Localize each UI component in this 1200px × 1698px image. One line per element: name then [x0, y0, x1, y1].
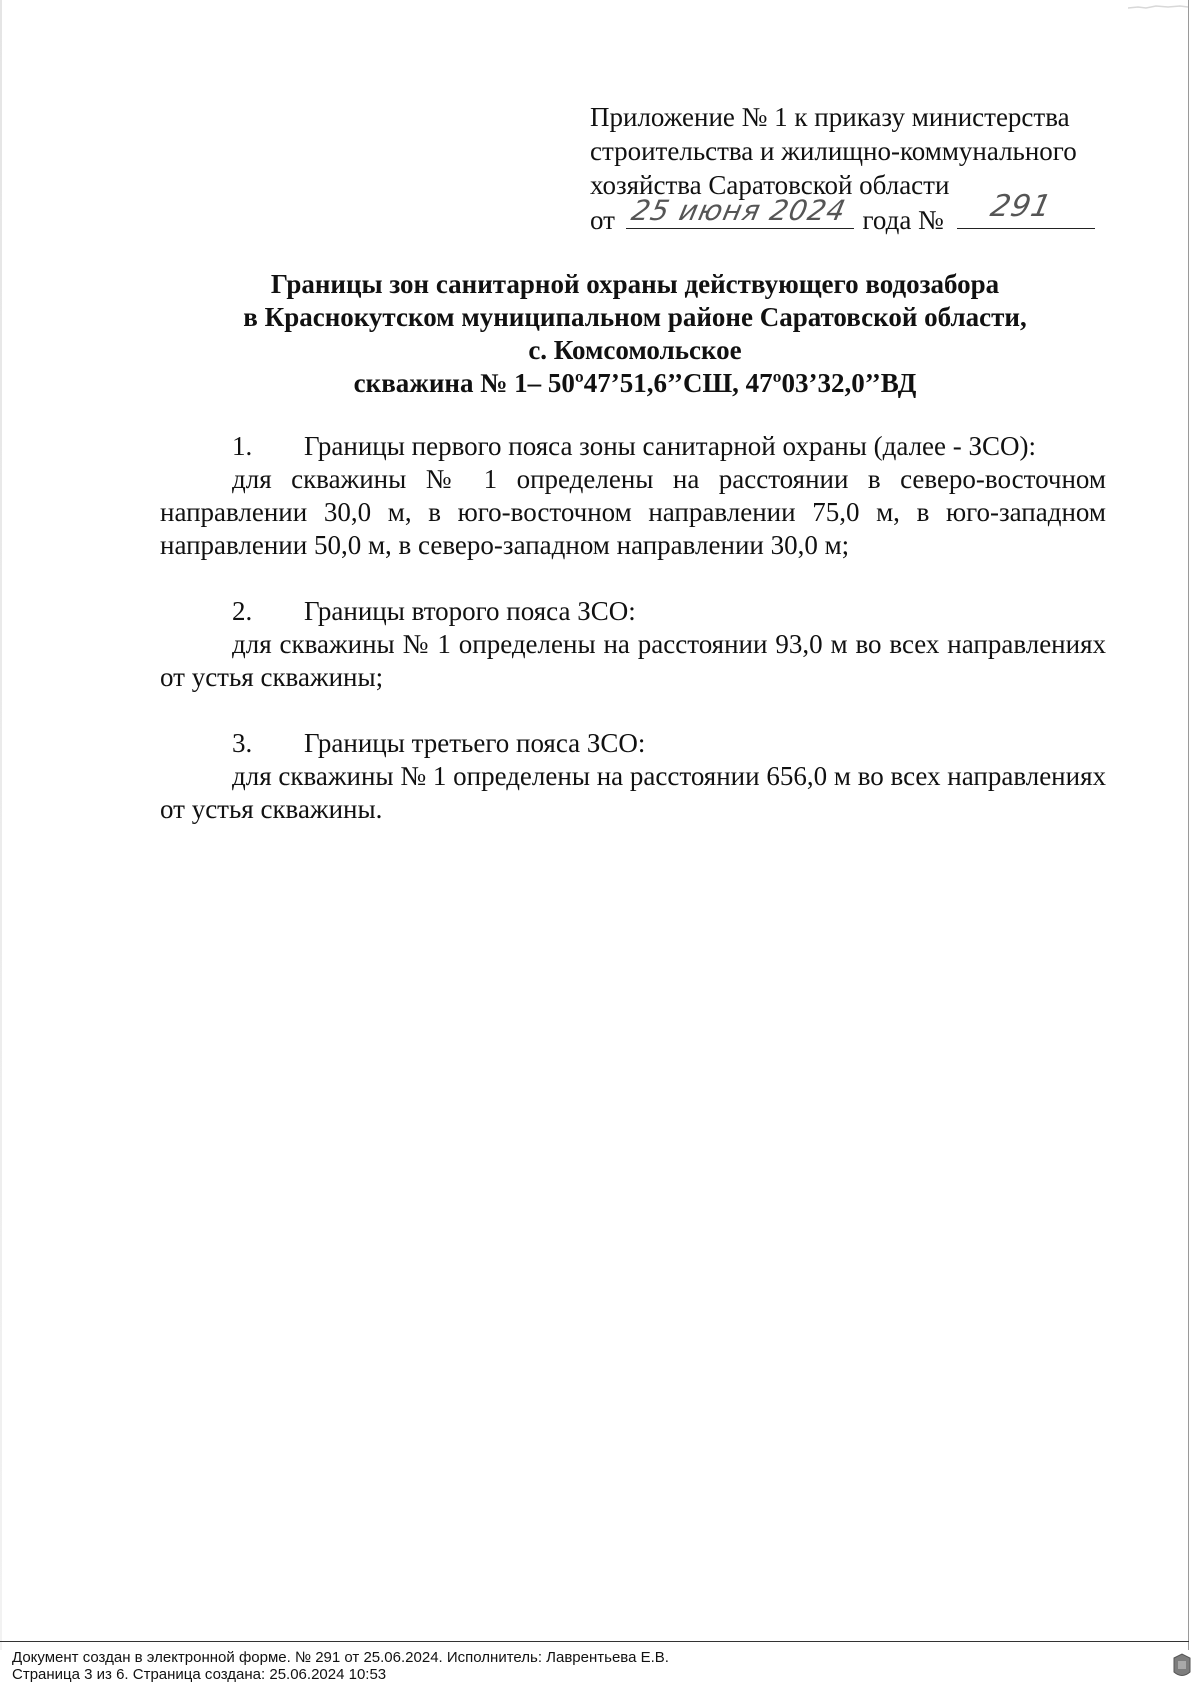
title-line-2: в Краснокутском муниципальном районе Саратовской области,	[243, 302, 1027, 332]
title-line-4: скважина № 1– 50º47’51,6’’СШ, 47º03’32,0’’ВД	[353, 368, 917, 398]
title-line-1: Границы зон санитарной охраны действующего водозабора	[270, 269, 1000, 299]
year-number-label: года №	[862, 205, 944, 235]
electronic-document-footer	[12, 1649, 669, 1683]
section-2	[160, 595, 1106, 694]
scan-artifact-icon	[1128, 4, 1188, 10]
annex-line-1: Приложение № 1 к приказу министерства	[590, 102, 1070, 132]
handwritten-date: 25 июня 2024	[628, 194, 849, 227]
document-title	[160, 268, 1110, 400]
order-number-field	[957, 189, 1095, 229]
section-heading	[160, 595, 1106, 628]
section-heading	[160, 727, 1106, 760]
section-number: 1.	[232, 431, 253, 461]
page-edge-right	[1188, 0, 1189, 1650]
order-date-number-row	[590, 189, 1110, 237]
annex-line-2: строительства и жилищно-коммунального	[590, 136, 1077, 166]
handwritten-order-number: 291	[986, 189, 1055, 224]
page-edge-left	[0, 0, 2, 1650]
coat-of-arms-icon	[1172, 1652, 1192, 1680]
annex-line-3: хозяйства Саратовской области	[590, 170, 950, 200]
section-3	[160, 727, 1106, 826]
footer-line-1: Документ создан в электронной форме. № 291 от 25.06.2024. Исполнитель: Лаврентьева Е.В.	[12, 1649, 669, 1666]
ot-label: от	[590, 205, 615, 235]
section-heading-text: Границы первого пояса зоны санитарной охраны (далее - ЗСО):	[304, 431, 1037, 461]
section-heading-text: Границы третьего пояса ЗСО:	[304, 728, 646, 758]
date-field	[626, 194, 854, 229]
section-text: для скважины № 1 определены на расстоянии 656,0 м во всех направлениях от устья скважины.	[160, 761, 1106, 824]
footer-divider	[0, 1641, 1189, 1642]
section-text: для скважины № 1 определены на расстоянии 93,0 м во всех направлениях от устья скважины;	[160, 629, 1106, 692]
section-number: 2.	[232, 596, 253, 626]
section-text: для скважины № 1 определены на расстоянии в северо-восточном направлении 30,0 м, в юго-восточном направлении 75,0 м, в юго-западном направлении 50,0 м, в северо-западном направлении 30,0 м;	[160, 464, 1106, 560]
section-number: 3.	[232, 728, 253, 758]
section-1	[160, 430, 1106, 562]
section-heading-text: Границы второго пояса ЗСО:	[304, 596, 636, 626]
document-body	[160, 430, 1106, 826]
section-heading	[160, 430, 1106, 463]
annex-reference	[590, 100, 1110, 237]
title-line-3: с. Комсомольское	[528, 335, 742, 365]
footer-line-2: Страница 3 из 6. Страница создана: 25.06.2024 10:53	[12, 1666, 387, 1683]
